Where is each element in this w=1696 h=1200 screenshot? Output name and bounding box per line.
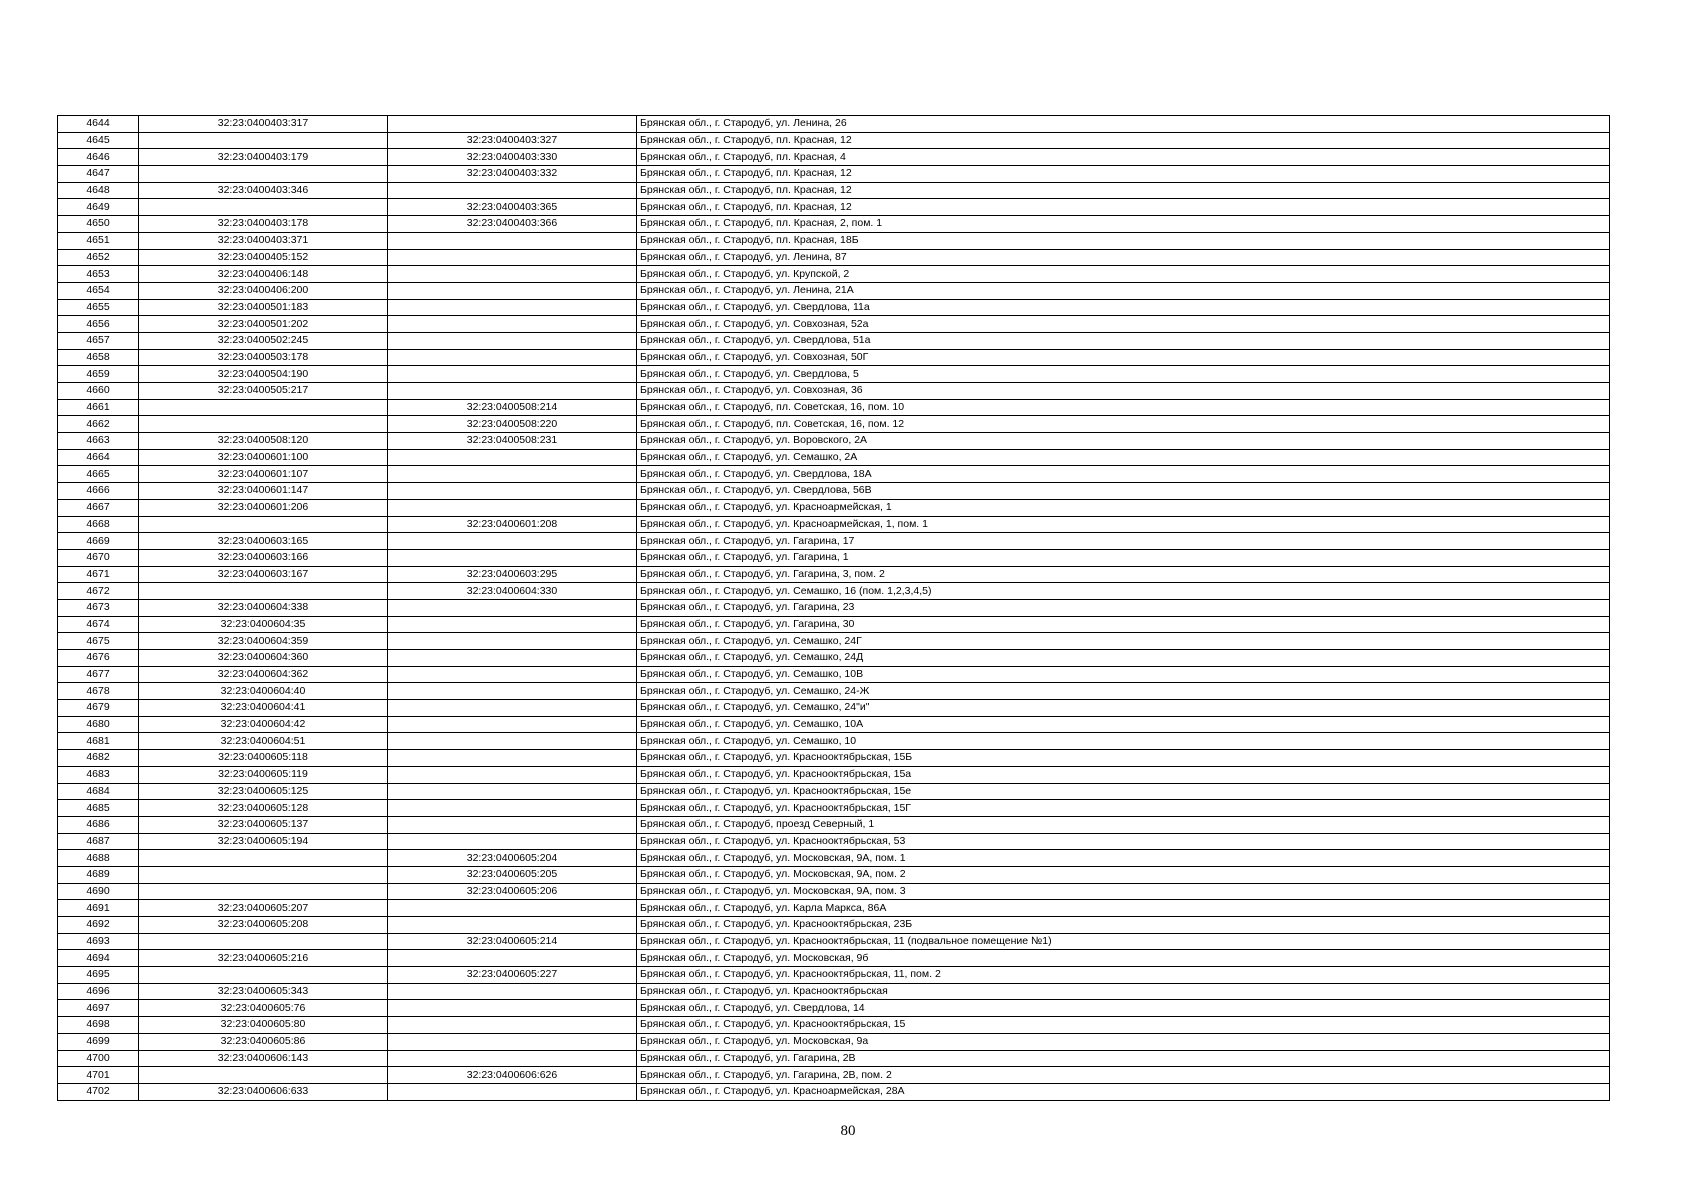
- cadastral-number-cell: 32:23:0400601:100: [139, 449, 388, 466]
- address-cell: Брянская обл., г. Стародуб, ул. Свердлова, 14: [637, 1000, 1610, 1017]
- premises-cadastral-number-cell: [388, 282, 637, 299]
- row-number-cell: 4701: [58, 1067, 139, 1084]
- row-number-cell: 4664: [58, 449, 139, 466]
- address-cell: Брянская обл., г. Стародуб, ул. Карла Маркса, 86А: [637, 900, 1610, 917]
- cadastral-number-cell: 32:23:0400403:179: [139, 149, 388, 166]
- cadastral-number-cell: 32:23:0400403:371: [139, 232, 388, 249]
- row-number-cell: 4668: [58, 516, 139, 533]
- premises-cadastral-number-cell: 32:23:0400601:208: [388, 516, 637, 533]
- address-cell: Брянская обл., г. Стародуб, ул. Совхозная, 36: [637, 383, 1610, 400]
- table-row: [58, 449, 1610, 466]
- premises-cadastral-number-cell: [388, 616, 637, 633]
- row-number-cell: 4680: [58, 716, 139, 733]
- premises-cadastral-number-cell: [388, 633, 637, 650]
- premises-cadastral-number-cell: [388, 349, 637, 366]
- row-number-cell: 4671: [58, 566, 139, 583]
- premises-cadastral-number-cell: [388, 766, 637, 783]
- cadastral-number-cell: [139, 416, 388, 433]
- row-number-cell: 4656: [58, 316, 139, 333]
- table-row: [58, 750, 1610, 767]
- table-row: [58, 866, 1610, 883]
- address-cell: Брянская обл., г. Стародуб, ул. Крупской, 2: [637, 266, 1610, 283]
- table-row: [58, 483, 1610, 500]
- row-number-cell: 4693: [58, 933, 139, 950]
- address-cell: Брянская обл., г. Стародуб, ул. Краснооктябрьская, 15а: [637, 766, 1610, 783]
- address-cell: Брянская обл., г. Стародуб, пл. Красная, 12: [637, 166, 1610, 183]
- table-row: [58, 566, 1610, 583]
- address-cell: Брянская обл., г. Стародуб, ул. Краснооктябрьская, 15е: [637, 783, 1610, 800]
- cadastral-number-cell: 32:23:0400604:51: [139, 733, 388, 750]
- address-cell: Брянская обл., г. Стародуб, ул. Совхозная, 52а: [637, 316, 1610, 333]
- table-row: [58, 633, 1610, 650]
- cadastral-number-cell: [139, 883, 388, 900]
- premises-cadastral-number-cell: [388, 232, 637, 249]
- premises-cadastral-number-cell: 32:23:0400403:332: [388, 166, 637, 183]
- row-number-cell: 4681: [58, 733, 139, 750]
- row-number-cell: 4677: [58, 666, 139, 683]
- cadastral-number-cell: 32:23:0400601:147: [139, 483, 388, 500]
- address-cell: Брянская обл., г. Стародуб, ул. Семашко, 24-Ж: [637, 683, 1610, 700]
- table-row: [58, 800, 1610, 817]
- cadastral-number-cell: 32:23:0400603:167: [139, 566, 388, 583]
- table-row: [58, 683, 1610, 700]
- premises-cadastral-number-cell: [388, 1033, 637, 1050]
- cadastral-number-cell: 32:23:0400605:80: [139, 1017, 388, 1034]
- table-row: [58, 399, 1610, 416]
- table-row: [58, 983, 1610, 1000]
- row-number-cell: 4654: [58, 282, 139, 299]
- row-number-cell: 4646: [58, 149, 139, 166]
- row-number-cell: 4682: [58, 750, 139, 767]
- premises-cadastral-number-cell: [388, 733, 637, 750]
- row-number-cell: 4686: [58, 816, 139, 833]
- table-row: [58, 383, 1610, 400]
- table-row: [58, 599, 1610, 616]
- cadastral-number-cell: 32:23:0400605:76: [139, 1000, 388, 1017]
- row-number-cell: 4669: [58, 533, 139, 550]
- row-number-cell: 4648: [58, 182, 139, 199]
- cadastral-number-cell: 32:23:0400604:42: [139, 716, 388, 733]
- cadastral-number-cell: 32:23:0400605:343: [139, 983, 388, 1000]
- address-cell: Брянская обл., г. Стародуб, ул. Свердлова, 11а: [637, 299, 1610, 316]
- premises-cadastral-number-cell: [388, 499, 637, 516]
- address-cell: Брянская обл., г. Стародуб, пл. Красная, 12: [637, 199, 1610, 216]
- row-number-cell: 4644: [58, 116, 139, 133]
- premises-cadastral-number-cell: [388, 366, 637, 383]
- cadastral-number-cell: 32:23:0400501:202: [139, 316, 388, 333]
- address-cell: Брянская обл., г. Стародуб, ул. Московская, 9А, пом. 3: [637, 883, 1610, 900]
- address-cell: Брянская обл., г. Стародуб, ул. Ленина, 26: [637, 116, 1610, 133]
- table-row: [58, 216, 1610, 233]
- table-body: [58, 116, 1610, 1101]
- row-number-cell: 4647: [58, 166, 139, 183]
- table-row: [58, 533, 1610, 550]
- table-row: [58, 783, 1610, 800]
- cadastral-number-cell: 32:23:0400601:206: [139, 499, 388, 516]
- table-row: [58, 967, 1610, 984]
- address-cell: Брянская обл., г. Стародуб, ул. Ленина, 21А: [637, 282, 1610, 299]
- cadastral-number-cell: 32:23:0400605:194: [139, 833, 388, 850]
- address-cell: Брянская обл., г. Стародуб, ул. Гагарина, 30: [637, 616, 1610, 633]
- premises-cadastral-number-cell: [388, 750, 637, 767]
- cadastral-number-cell: 32:23:0400605:118: [139, 750, 388, 767]
- table-row: [58, 1067, 1610, 1084]
- address-cell: Брянская обл., г. Стародуб, ул. Семашко, 16 (пом. 1,2,3,4,5): [637, 583, 1610, 600]
- cadastral-number-cell: [139, 166, 388, 183]
- address-cell: Брянская обл., г. Стародуб, ул. Семашко, 2А: [637, 449, 1610, 466]
- cadastral-number-cell: 32:23:0400505:217: [139, 383, 388, 400]
- address-cell: Брянская обл., г. Стародуб, пл. Красная, 2, пом. 1: [637, 216, 1610, 233]
- address-cell: Брянская обл., г. Стародуб, ул. Краснооктябрьская, 15Г: [637, 800, 1610, 817]
- address-cell: Брянская обл., г. Стародуб, ул. Свердлова, 56В: [637, 483, 1610, 500]
- table-row: [58, 416, 1610, 433]
- table-row: [58, 716, 1610, 733]
- address-cell: Брянская обл., г. Стародуб, ул. Свердлова, 5: [637, 366, 1610, 383]
- cadastral-number-cell: [139, 967, 388, 984]
- cadastral-number-cell: 32:23:0400601:107: [139, 466, 388, 483]
- address-cell: Брянская обл., г. Стародуб, ул. Гагарина, 3, пом. 2: [637, 566, 1610, 583]
- premises-cadastral-number-cell: [388, 900, 637, 917]
- premises-cadastral-number-cell: [388, 466, 637, 483]
- cadastral-number-cell: [139, 933, 388, 950]
- row-number-cell: 4649: [58, 199, 139, 216]
- row-number-cell: 4667: [58, 499, 139, 516]
- row-number-cell: 4676: [58, 650, 139, 667]
- address-cell: Брянская обл., г. Стародуб, ул. Краснооктябрьская: [637, 983, 1610, 1000]
- table-row: [58, 516, 1610, 533]
- row-number-cell: 4650: [58, 216, 139, 233]
- cadastral-number-cell: 32:23:0400503:178: [139, 349, 388, 366]
- table-row: [58, 316, 1610, 333]
- cadastral-number-cell: [139, 1067, 388, 1084]
- cadastral-number-cell: 32:23:0400604:35: [139, 616, 388, 633]
- cadastral-number-cell: 32:23:0400406:200: [139, 282, 388, 299]
- premises-cadastral-number-cell: [388, 266, 637, 283]
- table-row: [58, 466, 1610, 483]
- row-number-cell: 4665: [58, 466, 139, 483]
- premises-cadastral-number-cell: [388, 383, 637, 400]
- address-cell: Брянская обл., г. Стародуб, ул. Семашко, 24"и": [637, 700, 1610, 717]
- row-number-cell: 4692: [58, 917, 139, 934]
- table-row: [58, 650, 1610, 667]
- row-number-cell: 4655: [58, 299, 139, 316]
- premises-cadastral-number-cell: [388, 116, 637, 133]
- address-cell: Брянская обл., г. Стародуб, пл. Красная, 12: [637, 182, 1610, 199]
- row-number-cell: 4697: [58, 1000, 139, 1017]
- premises-cadastral-number-cell: [388, 549, 637, 566]
- premises-cadastral-number-cell: 32:23:0400508:220: [388, 416, 637, 433]
- premises-cadastral-number-cell: 32:23:0400403:327: [388, 132, 637, 149]
- address-cell: Брянская обл., г. Стародуб, ул. Совхозная, 50Г: [637, 349, 1610, 366]
- table-row: [58, 433, 1610, 450]
- row-number-cell: 4700: [58, 1050, 139, 1067]
- table-row: [58, 933, 1610, 950]
- row-number-cell: 4688: [58, 850, 139, 867]
- row-number-cell: 4696: [58, 983, 139, 1000]
- row-number-cell: 4687: [58, 833, 139, 850]
- row-number-cell: 4663: [58, 433, 139, 450]
- cadastral-number-cell: 32:23:0400403:346: [139, 182, 388, 199]
- table-row: [58, 499, 1610, 516]
- row-number-cell: 4658: [58, 349, 139, 366]
- row-number-cell: 4678: [58, 683, 139, 700]
- address-cell: Брянская обл., г. Стародуб, ул. Московская, 9а: [637, 1033, 1610, 1050]
- table-row: [58, 282, 1610, 299]
- row-number-cell: 4670: [58, 549, 139, 566]
- table-row: [58, 182, 1610, 199]
- address-cell: Брянская обл., г. Стародуб, ул. Краснооктябрьская, 11 (подвальное помещение №1): [637, 933, 1610, 950]
- premises-cadastral-number-cell: [388, 833, 637, 850]
- row-number-cell: 4673: [58, 599, 139, 616]
- premises-cadastral-number-cell: [388, 783, 637, 800]
- cadastral-number-cell: 32:23:0400508:120: [139, 433, 388, 450]
- address-cell: Брянская обл., г. Стародуб, пл. Красная, 18Б: [637, 232, 1610, 249]
- cadastral-number-cell: 32:23:0400606:143: [139, 1050, 388, 1067]
- address-cell: Брянская обл., г. Стародуб, ул. Красноармейская, 28А: [637, 1083, 1610, 1100]
- cadastral-number-cell: 32:23:0400605:125: [139, 783, 388, 800]
- premises-cadastral-number-cell: [388, 983, 637, 1000]
- premises-cadastral-number-cell: 32:23:0400403:366: [388, 216, 637, 233]
- premises-cadastral-number-cell: [388, 1000, 637, 1017]
- premises-cadastral-number-cell: 32:23:0400605:204: [388, 850, 637, 867]
- row-number-cell: 4675: [58, 633, 139, 650]
- premises-cadastral-number-cell: [388, 332, 637, 349]
- address-cell: Брянская обл., г. Стародуб, ул. Красноармейская, 1, пом. 1: [637, 516, 1610, 533]
- row-number-cell: 4699: [58, 1033, 139, 1050]
- premises-cadastral-number-cell: 32:23:0400508:214: [388, 399, 637, 416]
- row-number-cell: 4674: [58, 616, 139, 633]
- table-row: [58, 266, 1610, 283]
- table-row: [58, 666, 1610, 683]
- row-number-cell: 4672: [58, 583, 139, 600]
- address-cell: Брянская обл., г. Стародуб, ул. Семашко, 10В: [637, 666, 1610, 683]
- cadastral-number-cell: 32:23:0400603:166: [139, 549, 388, 566]
- row-number-cell: 4690: [58, 883, 139, 900]
- address-cell: Брянская обл., г. Стародуб, пл. Советская, 16, пом. 10: [637, 399, 1610, 416]
- address-cell: Брянская обл., г. Стародуб, ул. Краснооктябрьская, 15Б: [637, 750, 1610, 767]
- address-cell: Брянская обл., г. Стародуб, ул. Красноармейская, 1: [637, 499, 1610, 516]
- address-cell: Брянская обл., г. Стародуб, ул. Московская, 9б: [637, 950, 1610, 967]
- row-number-cell: 4679: [58, 700, 139, 717]
- row-number-cell: 4660: [58, 383, 139, 400]
- premises-cadastral-number-cell: 32:23:0400605:214: [388, 933, 637, 950]
- cadastral-number-cell: 32:23:0400604:362: [139, 666, 388, 683]
- row-number-cell: 4695: [58, 967, 139, 984]
- premises-cadastral-number-cell: 32:23:0400605:205: [388, 866, 637, 883]
- row-number-cell: 4702: [58, 1083, 139, 1100]
- row-number-cell: 4657: [58, 332, 139, 349]
- premises-cadastral-number-cell: [388, 800, 637, 817]
- address-cell: Брянская обл., г. Стародуб, ул. Краснооктябрьская, 11, пом. 2: [637, 967, 1610, 984]
- table-row: [58, 900, 1610, 917]
- row-number-cell: 4694: [58, 950, 139, 967]
- cadastral-number-cell: 32:23:0400606:633: [139, 1083, 388, 1100]
- cadastral-number-cell: 32:23:0400604:40: [139, 683, 388, 700]
- table-row: [58, 1050, 1610, 1067]
- address-cell: Брянская обл., г. Стародуб, ул. Московская, 9А, пом. 1: [637, 850, 1610, 867]
- table-row: [58, 917, 1610, 934]
- table-row: [58, 833, 1610, 850]
- address-cell: Брянская обл., г. Стародуб, пл. Советская, 16, пом. 12: [637, 416, 1610, 433]
- premises-cadastral-number-cell: 32:23:0400605:206: [388, 883, 637, 900]
- cadastral-number-cell: 32:23:0400604:338: [139, 599, 388, 616]
- row-number-cell: 4685: [58, 800, 139, 817]
- table-row: [58, 816, 1610, 833]
- address-cell: Брянская обл., г. Стародуб, ул. Краснооктябрьская, 23Б: [637, 917, 1610, 934]
- address-cell: Брянская обл., г. Стародуб, ул. Свердлова, 51а: [637, 332, 1610, 349]
- cadastral-number-cell: 32:23:0400406:148: [139, 266, 388, 283]
- address-cell: Брянская обл., г. Стародуб, ул. Семашко, 10А: [637, 716, 1610, 733]
- table-row: [58, 583, 1610, 600]
- row-number-cell: 4653: [58, 266, 139, 283]
- premises-cadastral-number-cell: [388, 816, 637, 833]
- address-cell: Брянская обл., г. Стародуб, ул. Гагарина, 1: [637, 549, 1610, 566]
- address-cell: Брянская обл., г. Стародуб, проезд Северный, 1: [637, 816, 1610, 833]
- premises-cadastral-number-cell: [388, 1050, 637, 1067]
- address-cell: Брянская обл., г. Стародуб, ул. Свердлова, 18А: [637, 466, 1610, 483]
- address-cell: Брянская обл., г. Стародуб, ул. Семашко, 24Г: [637, 633, 1610, 650]
- address-cell: Брянская обл., г. Стародуб, ул. Ленина, 87: [637, 249, 1610, 266]
- row-number-cell: 4666: [58, 483, 139, 500]
- row-number-cell: 4659: [58, 366, 139, 383]
- cadastral-number-cell: 32:23:0400605:207: [139, 900, 388, 917]
- table-row: [58, 232, 1610, 249]
- premises-cadastral-number-cell: [388, 716, 637, 733]
- cadastral-number-cell: 32:23:0400501:183: [139, 299, 388, 316]
- row-number-cell: 4683: [58, 766, 139, 783]
- premises-cadastral-number-cell: 32:23:0400605:227: [388, 967, 637, 984]
- premises-cadastral-number-cell: [388, 316, 637, 333]
- row-number-cell: 4661: [58, 399, 139, 416]
- row-number-cell: 4698: [58, 1017, 139, 1034]
- cadastral-number-cell: 32:23:0400403:178: [139, 216, 388, 233]
- row-number-cell: 4689: [58, 866, 139, 883]
- table-row: [58, 883, 1610, 900]
- premises-cadastral-number-cell: [388, 683, 637, 700]
- cadastral-number-cell: 32:23:0400605:208: [139, 917, 388, 934]
- premises-cadastral-number-cell: [388, 666, 637, 683]
- premises-cadastral-number-cell: [388, 249, 637, 266]
- cadastral-number-cell: 32:23:0400403:317: [139, 116, 388, 133]
- premises-cadastral-number-cell: [388, 182, 637, 199]
- cadastral-number-cell: 32:23:0400603:165: [139, 533, 388, 550]
- address-cell: Брянская обл., г. Стародуб, ул. Гагарина, 2В: [637, 1050, 1610, 1067]
- cadastral-number-cell: [139, 516, 388, 533]
- cadastral-number-cell: [139, 399, 388, 416]
- premises-cadastral-number-cell: [388, 533, 637, 550]
- table-row: [58, 950, 1610, 967]
- table-row: [58, 1033, 1610, 1050]
- cadastral-number-cell: 32:23:0400605:137: [139, 816, 388, 833]
- address-cell: Брянская обл., г. Стародуб, пл. Красная, 12: [637, 132, 1610, 149]
- row-number-cell: 4684: [58, 783, 139, 800]
- premises-cadastral-number-cell: [388, 299, 637, 316]
- premises-cadastral-number-cell: [388, 483, 637, 500]
- table-row: [58, 332, 1610, 349]
- table-row: [58, 850, 1610, 867]
- cadastral-number-cell: 32:23:0400605:216: [139, 950, 388, 967]
- cadastral-number-cell: 32:23:0400605:86: [139, 1033, 388, 1050]
- cadastral-number-cell: 32:23:0400604:41: [139, 700, 388, 717]
- cadastral-number-cell: 32:23:0400502:245: [139, 332, 388, 349]
- row-number-cell: 4651: [58, 232, 139, 249]
- table-row: [58, 733, 1610, 750]
- cadastral-number-cell: [139, 583, 388, 600]
- address-cell: Брянская обл., г. Стародуб, ул. Семашко, 10: [637, 733, 1610, 750]
- table-row: [58, 1083, 1610, 1100]
- table-row: [58, 549, 1610, 566]
- premises-cadastral-number-cell: 32:23:0400603:295: [388, 566, 637, 583]
- address-cell: Брянская обл., г. Стародуб, ул. Воровского, 2А: [637, 433, 1610, 450]
- cadastral-number-cell: [139, 199, 388, 216]
- premises-cadastral-number-cell: [388, 1083, 637, 1100]
- cadastral-table: [57, 115, 1610, 1101]
- premises-cadastral-number-cell: [388, 950, 637, 967]
- premises-cadastral-number-cell: [388, 917, 637, 934]
- premises-cadastral-number-cell: [388, 599, 637, 616]
- table-row: [58, 1000, 1610, 1017]
- table-row: [58, 349, 1610, 366]
- premises-cadastral-number-cell: 32:23:0400606:626: [388, 1067, 637, 1084]
- address-cell: Брянская обл., г. Стародуб, ул. Краснооктябрьская, 53: [637, 833, 1610, 850]
- table-row: [58, 766, 1610, 783]
- table-row: [58, 700, 1610, 717]
- cadastral-number-cell: 32:23:0400405:152: [139, 249, 388, 266]
- table-row: [58, 116, 1610, 133]
- cadastral-number-cell: [139, 866, 388, 883]
- cadastral-number-cell: 32:23:0400504:190: [139, 366, 388, 383]
- row-number-cell: 4691: [58, 900, 139, 917]
- table-row: [58, 132, 1610, 149]
- cadastral-number-cell: [139, 132, 388, 149]
- cadastral-number-cell: 32:23:0400604:360: [139, 650, 388, 667]
- page-number: 80: [840, 1123, 856, 1139]
- table-row: [58, 249, 1610, 266]
- row-number-cell: 4662: [58, 416, 139, 433]
- address-cell: Брянская обл., г. Стародуб, пл. Красная, 4: [637, 149, 1610, 166]
- row-number-cell: 4652: [58, 249, 139, 266]
- address-cell: Брянская обл., г. Стародуб, ул. Краснооктябрьская, 15: [637, 1017, 1610, 1034]
- cadastral-number-cell: [139, 850, 388, 867]
- address-cell: Брянская обл., г. Стародуб, ул. Гагарина, 17: [637, 533, 1610, 550]
- table-row: [58, 149, 1610, 166]
- cadastral-number-cell: 32:23:0400605:128: [139, 800, 388, 817]
- address-cell: Брянская обл., г. Стародуб, ул. Семашко, 24Д: [637, 650, 1610, 667]
- premises-cadastral-number-cell: [388, 650, 637, 667]
- table-row: [58, 616, 1610, 633]
- row-number-cell: 4645: [58, 132, 139, 149]
- address-cell: Брянская обл., г. Стародуб, ул. Гагарина, 2В, пом. 2: [637, 1067, 1610, 1084]
- table-row: [58, 166, 1610, 183]
- table-row: [58, 199, 1610, 216]
- table-row: [58, 366, 1610, 383]
- address-cell: Брянская обл., г. Стародуб, ул. Московская, 9А, пом. 2: [637, 866, 1610, 883]
- premises-cadastral-number-cell: [388, 1017, 637, 1034]
- table-row: [58, 299, 1610, 316]
- premises-cadastral-number-cell: [388, 700, 637, 717]
- premises-cadastral-number-cell: [388, 449, 637, 466]
- cadastral-number-cell: 32:23:0400604:359: [139, 633, 388, 650]
- premises-cadastral-number-cell: 32:23:0400508:231: [388, 433, 637, 450]
- premises-cadastral-number-cell: 32:23:0400403:330: [388, 149, 637, 166]
- premises-cadastral-number-cell: 32:23:0400604:330: [388, 583, 637, 600]
- address-cell: Брянская обл., г. Стародуб, ул. Гагарина, 23: [637, 599, 1610, 616]
- cadastral-number-cell: 32:23:0400605:119: [139, 766, 388, 783]
- table-row: [58, 1017, 1610, 1034]
- premises-cadastral-number-cell: 32:23:0400403:365: [388, 199, 637, 216]
